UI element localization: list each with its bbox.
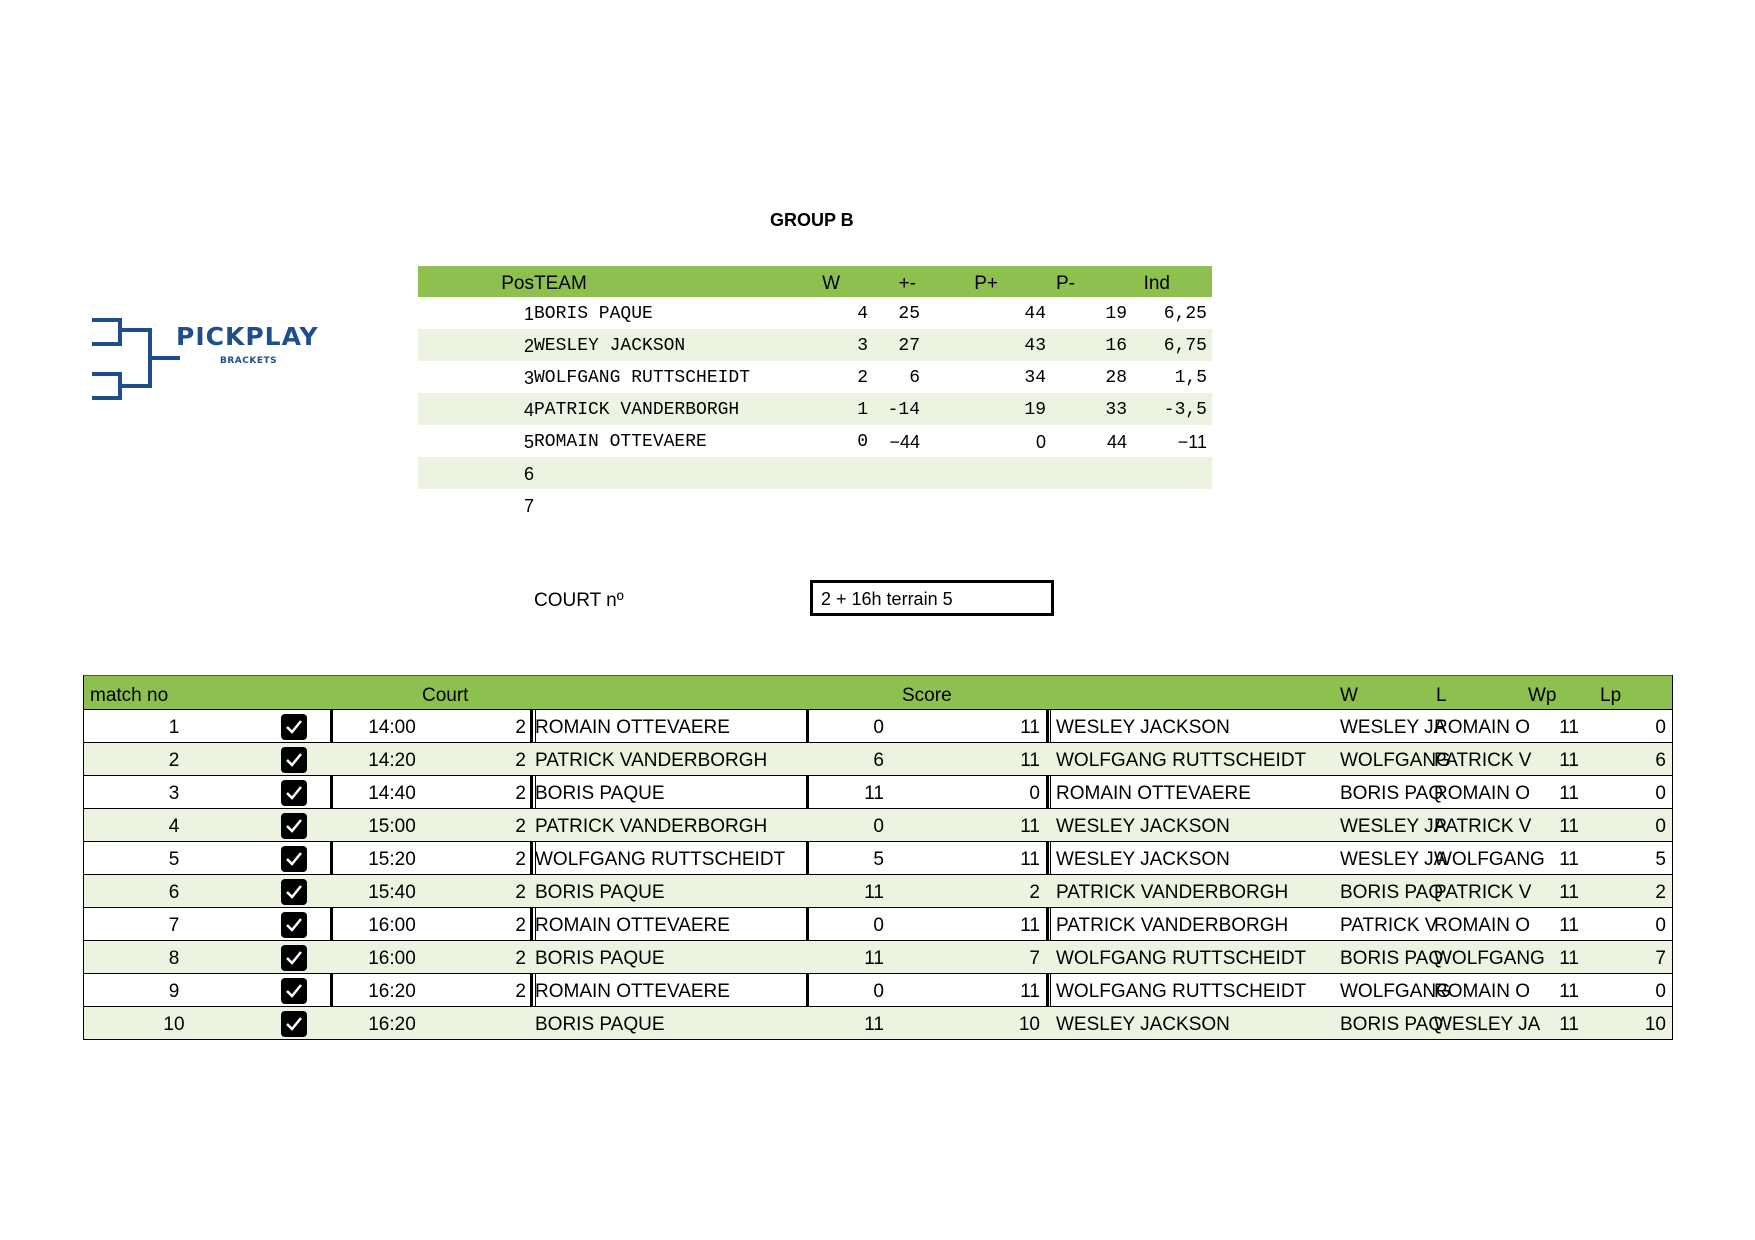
bracket-icon xyxy=(92,318,182,408)
header-match-no: match no xyxy=(90,685,169,706)
winner: WOLFGANG xyxy=(1340,750,1451,771)
checkbox-checked-icon[interactable] xyxy=(281,978,307,1004)
header-w: W xyxy=(1340,685,1358,706)
points-for-cell: 34 xyxy=(1024,368,1046,388)
wins-cell: 2 xyxy=(857,368,868,388)
pos-cell: 4 xyxy=(523,400,534,420)
header-wp: Wp xyxy=(1528,685,1557,706)
court-value: 2 + 16h terrain 5 xyxy=(821,589,953,609)
match-row xyxy=(84,842,1672,875)
winner: BORIS PAQ xyxy=(1340,1014,1444,1035)
wins-cell: 4 xyxy=(857,304,868,324)
score1[interactable]: 11 xyxy=(864,1014,884,1035)
pos-cell: 5 xyxy=(523,432,534,452)
loser: WOLFGANG xyxy=(1434,849,1545,870)
match-row xyxy=(84,1007,1672,1039)
loser-points: 0 xyxy=(1655,717,1666,738)
match-row xyxy=(84,908,1672,941)
checkbox-checked-icon[interactable] xyxy=(281,879,307,905)
team2: PATRICK VANDERBORGH xyxy=(1056,915,1289,936)
header-court: Court xyxy=(422,685,469,706)
points-against-cell: 33 xyxy=(1105,400,1127,420)
winner-points: 11 xyxy=(1559,948,1579,969)
header-l: L xyxy=(1436,685,1447,706)
header-points-for: P+ xyxy=(974,273,998,294)
team1: BORIS PAQUE xyxy=(535,783,665,804)
loser-points: 6 xyxy=(1655,750,1666,771)
team-cell: PATRICK VANDERBORGH xyxy=(534,400,740,420)
team1: ROMAIN OTTEVAERE xyxy=(535,717,730,738)
loser-points: 10 xyxy=(1644,1014,1666,1035)
team2: PATRICK VANDERBORGH xyxy=(1056,882,1289,903)
loser: ROMAIN O xyxy=(1434,981,1531,1002)
loser-points: 0 xyxy=(1655,915,1666,936)
court-value-box[interactable] xyxy=(810,580,1054,616)
loser: ROMAIN O xyxy=(1434,717,1531,738)
team2: WOLFGANG RUTTSCHEIDT xyxy=(1056,981,1307,1002)
winner: WOLFGANG xyxy=(1340,981,1451,1002)
index-cell: -3,5 xyxy=(1163,400,1207,420)
match-no: 10 xyxy=(163,1014,185,1035)
match-row xyxy=(84,743,1672,776)
standings-row xyxy=(418,489,1212,521)
score2[interactable]: 0 xyxy=(1029,783,1040,804)
score1[interactable]: 0 xyxy=(873,915,884,936)
score2[interactable]: 11 xyxy=(1020,750,1040,771)
team1: WOLFGANG RUTTSCHEIDT xyxy=(535,849,786,870)
team2: ROMAIN OTTEVAERE xyxy=(1056,783,1251,804)
match-row xyxy=(84,776,1672,809)
pos-cell: 6 xyxy=(523,464,534,484)
checkbox-checked-icon[interactable] xyxy=(281,780,307,806)
match-court: 2 xyxy=(515,915,526,936)
wins-cell: 3 xyxy=(857,336,868,356)
index-cell: 1,5 xyxy=(1174,368,1207,388)
logo-wordmark: PICKPLAY xyxy=(176,322,319,351)
team1: BORIS PAQUE xyxy=(535,948,665,969)
match-court: 2 xyxy=(515,882,526,903)
loser-points: 5 xyxy=(1655,849,1666,870)
standings-row xyxy=(418,425,1212,457)
header-team: TEAM xyxy=(534,273,587,294)
team2: WESLEY JACKSON xyxy=(1056,1014,1230,1035)
team2: WOLFGANG RUTTSCHEIDT xyxy=(1056,948,1307,969)
loser-points: 0 xyxy=(1655,981,1666,1002)
score1[interactable]: 11 xyxy=(864,948,884,969)
team2: WESLEY JACKSON xyxy=(1056,849,1230,870)
points-against-cell: 28 xyxy=(1105,368,1127,388)
winner-points: 11 xyxy=(1559,981,1579,1002)
winner: WESLEY JA xyxy=(1340,717,1447,738)
match-court: 2 xyxy=(515,750,526,771)
points-for-cell: 43 xyxy=(1024,336,1046,356)
pos-cell: 7 xyxy=(523,496,534,516)
loser-points: 2 xyxy=(1655,882,1666,903)
match-no: 6 xyxy=(168,882,180,903)
points-against-cell: 16 xyxy=(1105,336,1127,356)
score1[interactable]: 5 xyxy=(873,849,884,870)
match-row xyxy=(84,974,1672,1007)
pickplay-logo xyxy=(92,318,322,408)
match-row xyxy=(84,875,1672,908)
match-time: 14:20 xyxy=(368,750,416,771)
wins-cell: 0 xyxy=(857,432,868,452)
winner: BORIS PAQ xyxy=(1340,783,1444,804)
winner-points: 11 xyxy=(1559,783,1579,804)
match-court: 2 xyxy=(515,849,526,870)
match-time: 15:00 xyxy=(368,816,416,837)
match-time: 15:40 xyxy=(368,882,416,903)
winner: WESLEY JA xyxy=(1340,849,1447,870)
pos-cell: 3 xyxy=(523,368,534,388)
score2[interactable]: 11 xyxy=(1020,816,1040,837)
score1[interactable]: 0 xyxy=(873,717,884,738)
checkbox-checked-icon[interactable] xyxy=(281,747,307,773)
loser-points: 0 xyxy=(1655,816,1666,837)
team-cell: WOLFGANG RUTTSCHEIDT xyxy=(534,368,751,388)
checkbox-checked-icon[interactable] xyxy=(281,1011,307,1037)
loser: ROMAIN O xyxy=(1434,783,1531,804)
match-court: 2 xyxy=(515,783,526,804)
points-for-cell: 0 xyxy=(1035,432,1046,452)
score1[interactable]: 6 xyxy=(873,750,884,771)
index-cell: 6,25 xyxy=(1163,304,1207,324)
match-court: 2 xyxy=(515,816,526,837)
header-points-against: P- xyxy=(1056,273,1075,294)
index-cell: −11 xyxy=(1177,432,1207,452)
team2: WOLFGANG RUTTSCHEIDT xyxy=(1056,750,1307,771)
team-cell: ROMAIN OTTEVAERE xyxy=(534,432,707,452)
loser: WOLFGANG xyxy=(1434,948,1545,969)
winner-points: 11 xyxy=(1559,882,1579,903)
index-cell: 6,75 xyxy=(1163,336,1207,356)
score2[interactable]: 10 xyxy=(1018,1014,1040,1035)
plus-minus-cell: -14 xyxy=(887,400,920,420)
checkbox-checked-icon[interactable] xyxy=(281,813,307,839)
header-pos: Pos xyxy=(501,273,534,294)
loser: WESLEY JA xyxy=(1434,1014,1541,1035)
loser: PATRICK V xyxy=(1434,816,1532,837)
team1: PATRICK VANDERBORGH xyxy=(535,816,768,837)
winner-points: 11 xyxy=(1559,849,1579,870)
standings-row xyxy=(418,329,1212,361)
match-no: 5 xyxy=(168,849,180,870)
matches-header xyxy=(84,675,1672,710)
match-time: 14:40 xyxy=(368,783,416,804)
match-no: 8 xyxy=(168,948,180,969)
points-for-cell: 44 xyxy=(1024,304,1046,324)
winner-points: 11 xyxy=(1559,750,1579,771)
match-no: 2 xyxy=(168,750,180,771)
winner-points: 11 xyxy=(1559,816,1579,837)
plus-minus-cell: 25 xyxy=(898,304,920,324)
points-against-cell: 44 xyxy=(1106,432,1127,452)
match-no: 4 xyxy=(168,816,180,837)
plus-minus-cell: 6 xyxy=(909,368,920,388)
loser-points: 7 xyxy=(1655,948,1666,969)
loser-points: 0 xyxy=(1655,783,1666,804)
team1: BORIS PAQUE xyxy=(535,1014,665,1035)
match-court: 2 xyxy=(515,948,526,969)
group-title: GROUP B xyxy=(770,210,854,230)
logo-subtitle: BRACKETS xyxy=(220,356,278,366)
score2[interactable]: 11 xyxy=(1020,915,1040,936)
team1: ROMAIN OTTEVAERE xyxy=(535,981,730,1002)
team2: WESLEY JACKSON xyxy=(1056,816,1230,837)
match-court: 2 xyxy=(515,717,526,738)
checkbox-checked-icon[interactable] xyxy=(281,714,307,740)
pos-cell: 2 xyxy=(523,336,534,356)
score1[interactable]: 11 xyxy=(864,882,884,903)
plus-minus-cell: −44 xyxy=(889,432,920,452)
score1[interactable]: 11 xyxy=(864,783,884,804)
match-row xyxy=(84,941,1672,974)
team1: ROMAIN OTTEVAERE xyxy=(535,915,730,936)
standings-row xyxy=(418,393,1212,425)
loser: PATRICK V xyxy=(1434,750,1532,771)
match-no: 1 xyxy=(168,717,180,738)
matches-body xyxy=(84,710,1672,1039)
score1[interactable]: 0 xyxy=(873,981,884,1002)
pos-cell: 1 xyxy=(523,304,534,324)
match-time: 16:20 xyxy=(368,981,416,1002)
match-no: 3 xyxy=(168,783,180,804)
winner-points: 11 xyxy=(1559,717,1579,738)
matches-table xyxy=(83,675,1673,1040)
winner: PATRICK V xyxy=(1340,915,1438,936)
score2[interactable]: 11 xyxy=(1020,717,1040,738)
match-no: 7 xyxy=(168,915,180,936)
team-cell: BORIS PAQUE xyxy=(534,304,653,324)
winner: WESLEY JA xyxy=(1340,816,1447,837)
checkbox-checked-icon[interactable] xyxy=(281,912,307,938)
score1[interactable]: 0 xyxy=(873,816,884,837)
header-lp: Lp xyxy=(1600,685,1622,706)
checkbox-checked-icon[interactable] xyxy=(281,945,307,971)
points-against-cell: 19 xyxy=(1105,304,1127,324)
score2[interactable]: 7 xyxy=(1029,948,1040,969)
winner: BORIS PAQ xyxy=(1340,882,1444,903)
standings-header xyxy=(418,266,1212,297)
team2: WESLEY JACKSON xyxy=(1056,717,1230,738)
winner-points: 11 xyxy=(1559,1014,1579,1035)
team1: PATRICK VANDERBORGH xyxy=(535,750,768,771)
plus-minus-cell: 27 xyxy=(898,336,920,356)
score2[interactable]: 2 xyxy=(1029,882,1040,903)
header-plus-minus: +- xyxy=(898,273,916,294)
header-index: Ind xyxy=(1143,273,1170,294)
winner: BORIS PAQ xyxy=(1340,948,1444,969)
points-for-cell: 19 xyxy=(1024,400,1046,420)
standings-table xyxy=(418,266,1212,521)
header-score: Score xyxy=(902,685,952,706)
team-cell: WESLEY JACKSON xyxy=(534,336,686,356)
match-row xyxy=(84,809,1672,842)
match-time: 16:20 xyxy=(368,1014,416,1035)
match-row xyxy=(84,710,1672,743)
match-time: 14:00 xyxy=(368,717,416,738)
match-time: 16:00 xyxy=(368,948,416,969)
loser: PATRICK V xyxy=(1434,882,1532,903)
loser: ROMAIN O xyxy=(1434,915,1531,936)
standings-row xyxy=(418,457,1212,489)
score2[interactable]: 11 xyxy=(1020,849,1040,870)
match-no: 9 xyxy=(168,981,180,1002)
team1: BORIS PAQUE xyxy=(535,882,665,903)
checkbox-checked-icon[interactable] xyxy=(281,846,307,872)
match-time: 16:00 xyxy=(368,915,416,936)
header-w: W xyxy=(822,273,840,294)
standings-row xyxy=(418,297,1212,329)
match-time: 15:20 xyxy=(368,849,416,870)
score2[interactable]: 11 xyxy=(1020,981,1040,1002)
winner-points: 11 xyxy=(1559,915,1579,936)
wins-cell: 1 xyxy=(857,400,868,420)
court-label: COURT nº xyxy=(534,590,624,611)
match-court: 2 xyxy=(515,981,526,1002)
standings-row xyxy=(418,361,1212,393)
